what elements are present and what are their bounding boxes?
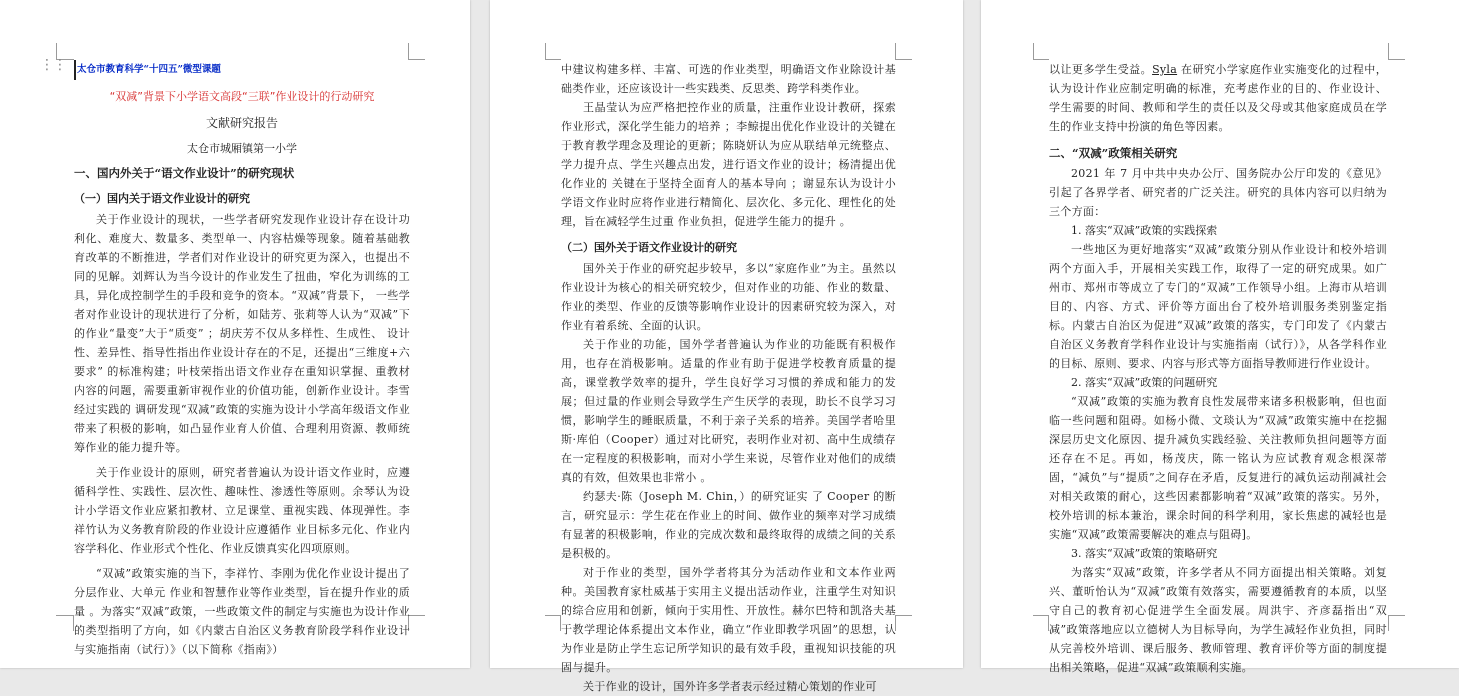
subheading: 2. 落实“双减”政策的问题研究 xyxy=(1071,376,1218,389)
paragraph: 关于作业设计的原则，研究者普遍认为设计语文作业时，应遵循科学性、实践性、层次性、趣味性、渗透性等原则。余琴认为设计小学语文作业应紧扣教材、立足课堂、重视实践、体现弹性。李祥竹认为义务教育阶段的作业设计应遵循作 业目标多元化、作业内容学科化、作业形式个性化、作业反馈真实化四项原则。 xyxy=(74,466,410,555)
crop-mark xyxy=(545,59,561,60)
page-3-content xyxy=(1049,60,1387,677)
crop-mark xyxy=(895,43,896,60)
crop-mark xyxy=(1033,615,1049,616)
section-heading: 二、“双减”政策相关研究 xyxy=(1049,146,1178,160)
crop-mark xyxy=(408,43,409,60)
crop-mark xyxy=(1033,43,1034,60)
crop-mark xyxy=(545,615,561,616)
paragraph: 关于作业的功能，国外学者普遍认为作业的功能既有积极作用，也存在消极影响。适量的作业有助于促进学校教育质量的提高，课堂教学效率的提升，学生良好学习习惯的养成和能力的发展；但过量的作业则会导致学生产生厌学的表现，助长不良学习习惯，影响学生的睡眠质量，不利于亲子关系的培养。美国学者哈里斯·库伯（Cooper）通过对比研究，表明作业对初、高中生成绩存在一定程度的积极影响，而对小学生来说，尽管作业对他们的成绩真的有效，但效果也非常小 。 xyxy=(561,338,896,484)
project-title: “双减”背景下小学语文高段“三联”作业设计的行动研究 xyxy=(109,90,375,103)
crop-mark xyxy=(56,615,74,616)
paragraph-text: 在研究小学家庭作业实施变化的过程中，认为设计作业应制定明确的标准，充考虑作业的目的、作业设计、学生需要的时间、教师和学生的责任以及父母或其他家庭成员在学生的作业支持中扮演的角色等因素。 xyxy=(1049,63,1387,133)
paragraph: 2021 年 7 月中共中央办公厅、国务院办公厅印发的《意见》引起了各界学者、研究者的广泛关注。研究的具体内容可以归纳为三个方面： xyxy=(1049,167,1387,218)
paragraph-text: 以让更多学生受益。 xyxy=(1049,63,1153,76)
paragraph xyxy=(1049,60,1387,136)
section-heading: 一、国内外关于“语文作业设计”的研究现状 xyxy=(74,166,295,180)
paragraph: 一些地区为更好地落实“双减”政策分别从作业设计和校外培训两个方面入手，开展相关实践工作，取得了一定的研究成果。如广州市、郑州市等成立了专门的“双减”工作领导小组。上海市从培训目的、内容、方式、评价等方面出台了校外培训服务类别鉴定指标。内蒙古自治区为促进“双减”政策的落实，专门印发了《内蒙古自治区义务教育学科作业设计与实施指南（试行）》，从各学科作业的目标、原则、要求、内容与形式等方面指导教师进行作业设计。 xyxy=(1049,243,1387,370)
paragraph: 王晶莹认为应严格把控作业的质量，注重作业设计教研，探索作业形式，深化学生能力的培养 ；李鲸提出优化作业设计的关键在于教育教学理念及理论的更新；陈晓妍认为应从联结单元统整点、学力提升点、学生兴趣点出发，进行语文作业的设计；杨清提出优化作业的 关键在于坚持全面育人的基本导向 ；谢显东认为设计小学语文作业时应将作业进行精简化、层次化、多元化、理性化的处理，旨在减轻学生过重 作业负担，促进学生能力的提升 。 xyxy=(561,101,896,228)
page-1-content xyxy=(74,60,410,659)
paragraph: 为落实“双减”政策，许多学者从不同方面提出相关策略。刘复兴、董昕怡认为“双减”政策有效落实，需要遵循教育的本质，以坚守自己的教育初心促进学生全面发展。周洪宇、齐彦磊指出“双减”政策落地应以立德树人为目标导向，为学生减轻作业负担，同时从完善校外培训、课后服务、教师管理、教育评价等方面的制度提出相关策略，促进“双减”政策顺利实施。 xyxy=(1049,566,1387,674)
crop-mark xyxy=(895,59,912,60)
paragraph: 国外关于作业的研究起步较早，多以“家庭作业”为主。虽然以作业设计为核心的相关研究较少，但对作业的功能、作业的数量、作业的类型、作业的反馈等影响作业设计的因素研究较为深入，对作业有着系统、全面的认识。 xyxy=(561,262,896,332)
paragraph: 关于作业设计的现状，一些学者研究发现作业设计存在设计功利化、难度大、数量多、类型单一、内容枯燥等现象。随着基础教育改革的不断推进，学者们对作业设计的研究更为深入，也提出不同的见解。刘辉认为当今设计的作业发生了扭曲，窄化为训练的工具，异化成控制学生的手段和竞争的资本。“双减”背景下， 一些学者对作业设计的现状进行了分析，如陆芳、张莉等人认为“双减”下的作业“量变”大于“质变” ；胡庆芳不仅从多样性、生成性、 设计性、差异性、指导性指出作业设计存在的不足，还提出“三维度+六要求” 的标准构建；叶枝荣指出语文作业存在重知识掌握、重教材内容的问题，需要重新审视作业的价值功能，创新作业设计。李雪经过实践的 调研发现“双减”政策的实施为设计小学高年级语文作业带来了积极的影响，如凸显作业育人价值、合理利用资源、教师统筹作业的能力提升等。 xyxy=(74,213,410,454)
subheading: 1. 落实“双减”政策的实践探索 xyxy=(1071,224,1218,237)
paragraph: “双减”政策实施的当下，李祥竹、李刚为优化作业设计提出了分层作业、大单元 作业和智慧作业等作业类型，旨在提升作业的质量 。为落实“双减”政策，一些政策文件的制定与实施也为设计作业的类型指明了方向，如《内蒙古自治区义务教育阶段学科作业设计与实施指南（试行）》（以下简称《指南》） xyxy=(74,567,410,656)
page-2-content xyxy=(561,60,896,696)
crop-mark xyxy=(408,59,425,60)
subsection-heading: （二）国外关于语文作业设计的研究 xyxy=(561,241,737,254)
paragraph: “双减”政策的实施为教育良性发展带来诸多积极影响，但也面临一些问题和阻碍。如杨小微、文琰认为“双减”政策实施中在挖掘深层历史文化原因、提升减负实践经验、关注教师负担问题等方面还存在不足。再如，杨茂庆，陈一铭认为应试教育观念根深蒂固，“减负”与“提质”之间存在矛盾，反复进行的减负运动削减社会对相关政策的耐心，这些因素都影响着“双减”政策的落实。另外，校外培训的标本兼治，课余时间的科学利用，家长焦虑的减轻也是实施“双减”政策需要解决的难点与阻碍]。 xyxy=(1049,395,1387,541)
crop-mark xyxy=(1033,59,1049,60)
paragraph: 约瑟夫·陈（Joseph M. Chin，）的研究证实 了 Cooper 的断言，研究显示：学生花在作业上的时间、做作业的频率对学习成绩有显著的积极影响，作业的完成次数和最终取得的成绩之间的关系是积极的。 xyxy=(561,490,896,560)
crop-mark xyxy=(1388,43,1389,60)
school-name: 太仓市城厢镇第一小学 xyxy=(187,142,297,155)
crop-mark xyxy=(1388,615,1389,631)
report-title: 文献研究报告 xyxy=(205,116,278,130)
crop-mark xyxy=(895,615,912,616)
crop-mark xyxy=(1388,59,1405,60)
project-label: 太仓市教育科学“十四五”微型课题 xyxy=(74,60,410,80)
crop-mark xyxy=(545,43,546,60)
crop-mark xyxy=(408,615,425,616)
drag-handle-icon[interactable]: ⋮⋮ xyxy=(40,57,66,73)
paragraph: 对于作业的类型，国外学者将其分为活动作业和文本作业两种。美国教育家杜威基于实用主义提出活动作业，注重学生对知识的综合应用和创新，倾向于实用性、开放性。赫尔巴特和凯洛夫基于教学理论体系提出文本作业，确立“作业即教学巩固”的思想，认为作业是防止学生忘记所学知识的最有效手段，重视知识技能的巩固与提升。 xyxy=(561,566,896,674)
subheading: 3. 落实“双减”政策的策略研究 xyxy=(1071,547,1218,560)
paragraph: 中建议构建多样、丰富、可选的作业类型，明确语文作业除设计基础类作业，还应该设计一些实践类、反思类、跨学科类作业。 xyxy=(561,63,896,95)
author-name: Syla xyxy=(1152,63,1178,76)
subsection-heading: （一）国内关于语文作业设计的研究 xyxy=(74,192,250,205)
paragraph: 关于作业的设计，国外许多学者表示经过精心策划的作业可 xyxy=(583,680,877,693)
crop-mark xyxy=(1388,615,1405,616)
